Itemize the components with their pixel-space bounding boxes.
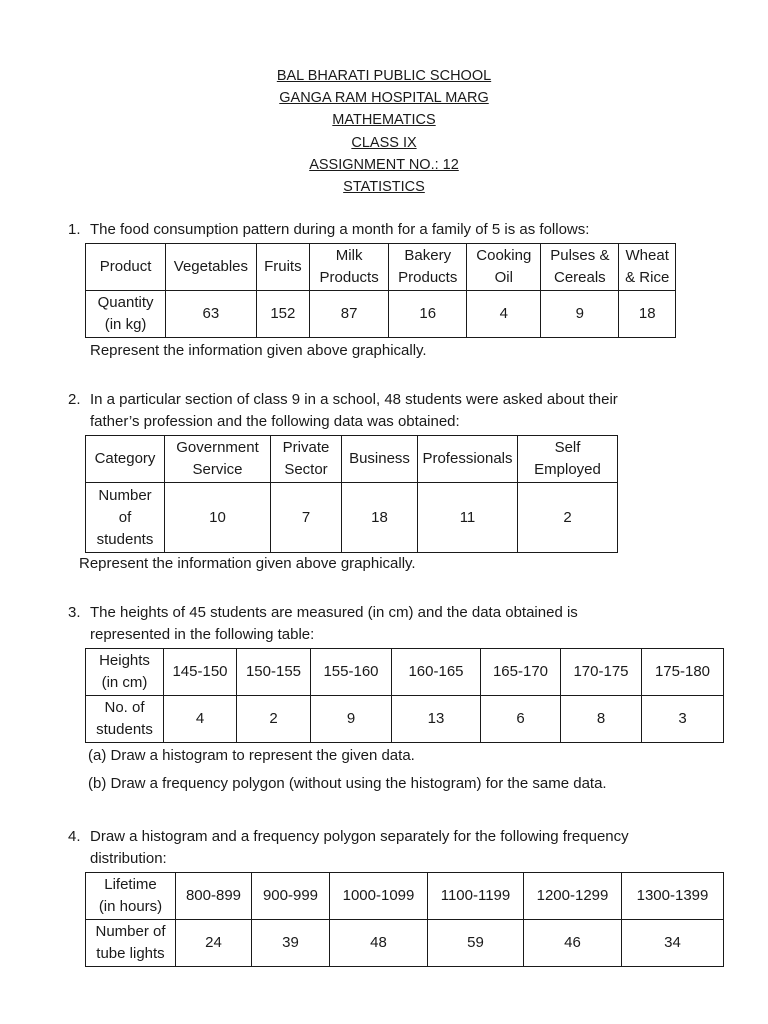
table-cell: 4 [164, 696, 237, 743]
question-text-line-1: Draw a histogram and a frequency polygon separately for the following frequency [90, 828, 629, 845]
table-cell: 9 [311, 696, 392, 743]
table-header-cell: Cooking Oil [467, 244, 541, 291]
question-number: 4. [68, 828, 81, 845]
table-cell: No. of students [86, 696, 164, 743]
table-header-cell: 170-175 [561, 649, 642, 696]
tube-lights-table [85, 872, 724, 967]
table-cell: 10 [165, 483, 271, 553]
table-cell: 13 [392, 696, 481, 743]
table-cell: 2 [518, 483, 618, 553]
question-3-part-b: (b) Draw a frequency polygon (without using the histogram) for the same data. [88, 775, 607, 792]
question-text-line-2: father’s profession and the following data was obtained: [90, 413, 460, 430]
table-header-cell: 175-180 [642, 649, 724, 696]
table-cell: 4 [467, 291, 541, 338]
question-text-line-2: represented in the following table: [90, 626, 315, 643]
question-2 [68, 389, 660, 433]
table-header-row [86, 649, 724, 696]
table-header-cell: Lifetime (in hours) [86, 873, 176, 920]
table-cell: 39 [252, 920, 330, 967]
table-row [86, 483, 618, 553]
table-header-cell: 150-155 [237, 649, 311, 696]
table-row [86, 920, 724, 967]
table-header-cell: Product [86, 244, 166, 291]
table-cell: Number of students [86, 483, 165, 553]
topic-title: STATISTICS [343, 178, 425, 195]
table-header-cell: Heights (in cm) [86, 649, 164, 696]
subject-title: MATHEMATICS [332, 112, 436, 129]
table-header-cell: 145-150 [164, 649, 237, 696]
table-row [86, 291, 676, 338]
table-header-cell: Business [342, 436, 418, 483]
school-address: GANGA RAM HOSPITAL MARG [279, 90, 489, 107]
class-title: CLASS IX [351, 134, 417, 151]
table-header-cell: 1200-1299 [524, 873, 622, 920]
table-header-cell: Government Service [165, 436, 271, 483]
table-header-cell: 800-899 [176, 873, 252, 920]
question-number: 2. [68, 391, 81, 408]
table-cell: Number of tube lights [86, 920, 176, 967]
question-4 [68, 826, 678, 870]
table-cell: 18 [342, 483, 418, 553]
table-header-cell: Vegetables [166, 244, 256, 291]
table-cell: 34 [622, 920, 724, 967]
table-header-cell: Professionals [418, 436, 518, 483]
table-header-cell: Category [86, 436, 165, 483]
question-number: 1. [68, 221, 81, 238]
question-text-line-2: distribution: [90, 850, 167, 867]
question-3-part-a: (a) Draw a histogram to represent the given data. [88, 747, 415, 764]
table-cell: 63 [166, 291, 256, 338]
question-3 [68, 602, 660, 646]
document-header [0, 65, 768, 198]
table-cell: 9 [541, 291, 619, 338]
table-header-cell: Wheat & Rice [619, 244, 676, 291]
table-cell: 24 [176, 920, 252, 967]
table-cell: 18 [619, 291, 676, 338]
table-cell: 2 [237, 696, 311, 743]
table-header-cell: 1000-1099 [330, 873, 428, 920]
table-header-row [86, 244, 676, 291]
table-header-row [86, 436, 618, 483]
question-2-instruction: Represent the information given above graphically. [79, 555, 416, 572]
table-header-cell: 165-170 [481, 649, 561, 696]
father-profession-table [85, 435, 618, 553]
table-cell: 3 [642, 696, 724, 743]
table-cell: 87 [310, 291, 389, 338]
question-text: The food consumption pattern during a month for a family of 5 is as follows: [90, 221, 590, 238]
table-cell: 59 [428, 920, 524, 967]
food-consumption-table [85, 243, 676, 338]
table-cell: 6 [481, 696, 561, 743]
table-header-cell: Milk Products [310, 244, 389, 291]
table-cell: 16 [389, 291, 467, 338]
table-cell: 11 [418, 483, 518, 553]
table-header-cell: Pulses & Cereals [541, 244, 619, 291]
school-name: BAL BHARATI PUBLIC SCHOOL [276, 68, 492, 84]
table-cell: 46 [524, 920, 622, 967]
table-cell: 7 [271, 483, 342, 553]
assignment-number: ASSIGNMENT NO.: 12 [309, 156, 459, 173]
table-cell: Quantity (in kg) [86, 291, 166, 338]
table-header-cell: 155-160 [311, 649, 392, 696]
table-header-cell: 1300-1399 [622, 873, 724, 920]
table-header-cell: 160-165 [392, 649, 481, 696]
question-1-instruction: Represent the information given above graphically. [90, 342, 427, 359]
question-text-line-1: The heights of 45 students are measured (in cm) and the data obtained is [90, 604, 578, 621]
table-cell: 48 [330, 920, 428, 967]
table-row [86, 696, 724, 743]
table-cell: 152 [256, 291, 309, 338]
table-header-cell: Private Sector [271, 436, 342, 483]
table-header-cell: Fruits [256, 244, 309, 291]
heights-table [85, 648, 724, 743]
table-header-cell: Bakery Products [389, 244, 467, 291]
question-number: 3. [68, 604, 81, 621]
table-header-row [86, 873, 724, 920]
table-header-cell: Self Employed [518, 436, 618, 483]
table-header-cell: 1100-1199 [428, 873, 524, 920]
question-text-line-1: In a particular section of class 9 in a school, 48 students were asked about their [90, 391, 618, 408]
table-cell: 8 [561, 696, 642, 743]
table-header-cell: 900-999 [252, 873, 330, 920]
